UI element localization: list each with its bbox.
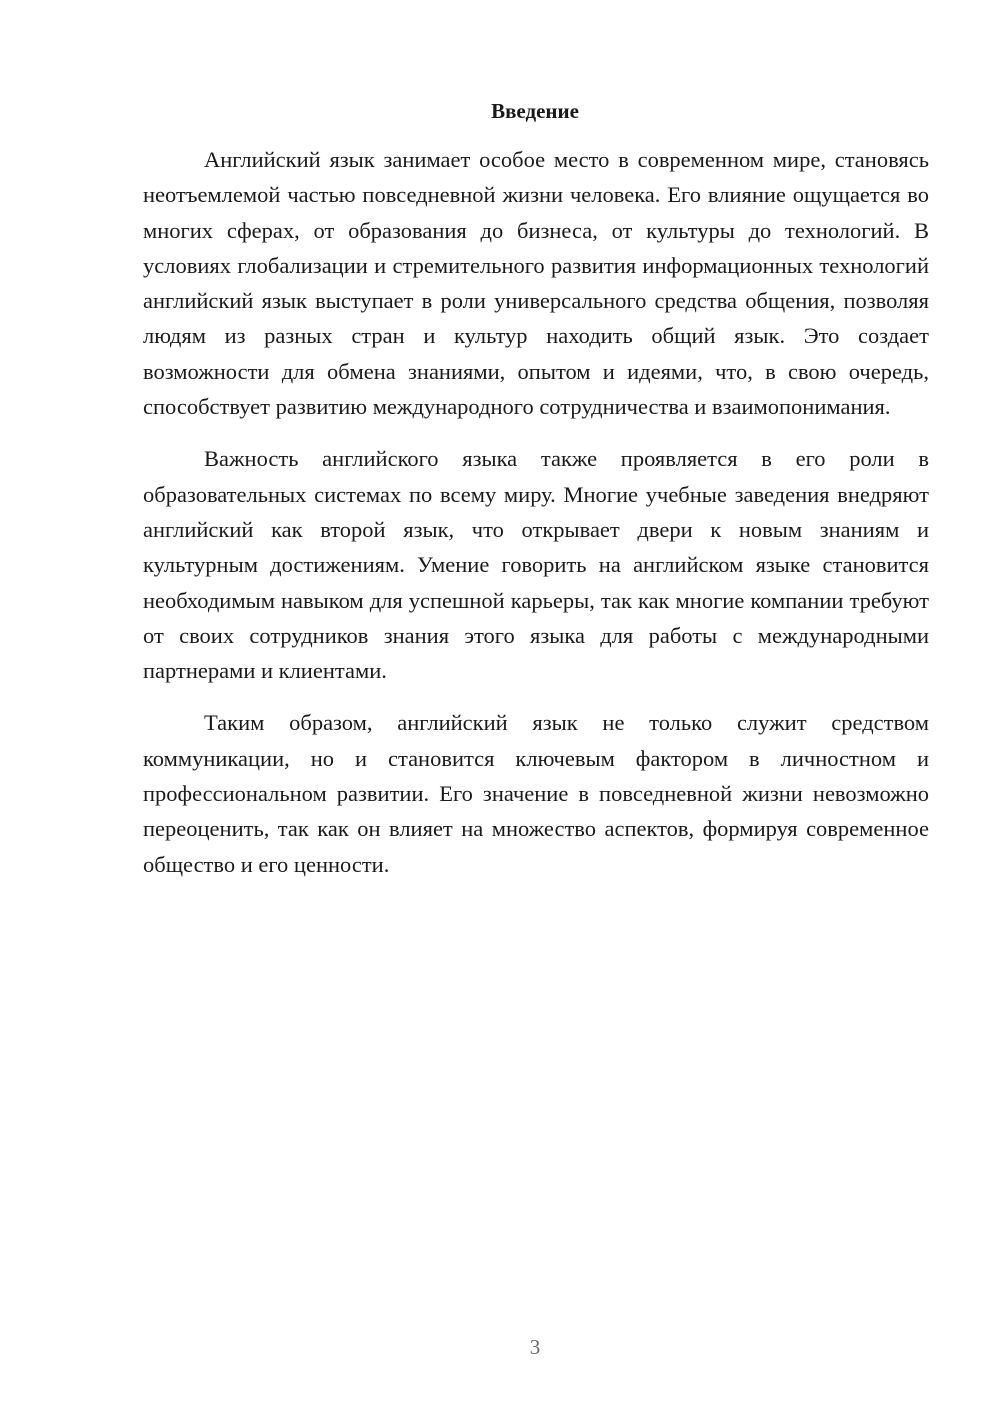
section-heading: Введение xyxy=(491,99,579,123)
page-number: 3 xyxy=(529,1335,541,1359)
paragraph-3: Таким образом, английский язык не только служит средством коммуникации, но и становится ключевым фактором в личностном и профессиональном развитии. Его значение в повседневной жизни невозможно переоценить, так как он влияет на множество аспектов, формируя современное общество и его ценности. xyxy=(143,710,929,877)
paragraph-1: Английский язык занимает особое место в современном мире, становясь неотъемлемой частью повседневной жизни человека. Его влияние ощущается во многих сферах, от образования до бизнеса, от культуры до технологий. В условиях глобализации и стремительного развития информационных технологий английский язык выступает в роли универсального средства общения, позволяя людям из разных стран и культур находить общий язык. Это создает возможности для обмена знаниями, опытом и идеями, что, в свою очередь, способствует развитию международного сотрудничества и взаимопонимания. xyxy=(143,147,929,420)
body-text xyxy=(143,142,929,899)
paragraph-2: Важность английского языка также проявляется в его роли в образовательных системах по всему миру. Многие учебные заведения внедряют английский как второй язык, что открывает двери к новым знаниям и культурным достижениям. Умение говорить на английском языке становится необходимым навыком для успешной карьеры, так как многие компании требуют от своих сотрудников знания этого языка для работы с международными партнерами и клиентами. xyxy=(143,446,929,684)
